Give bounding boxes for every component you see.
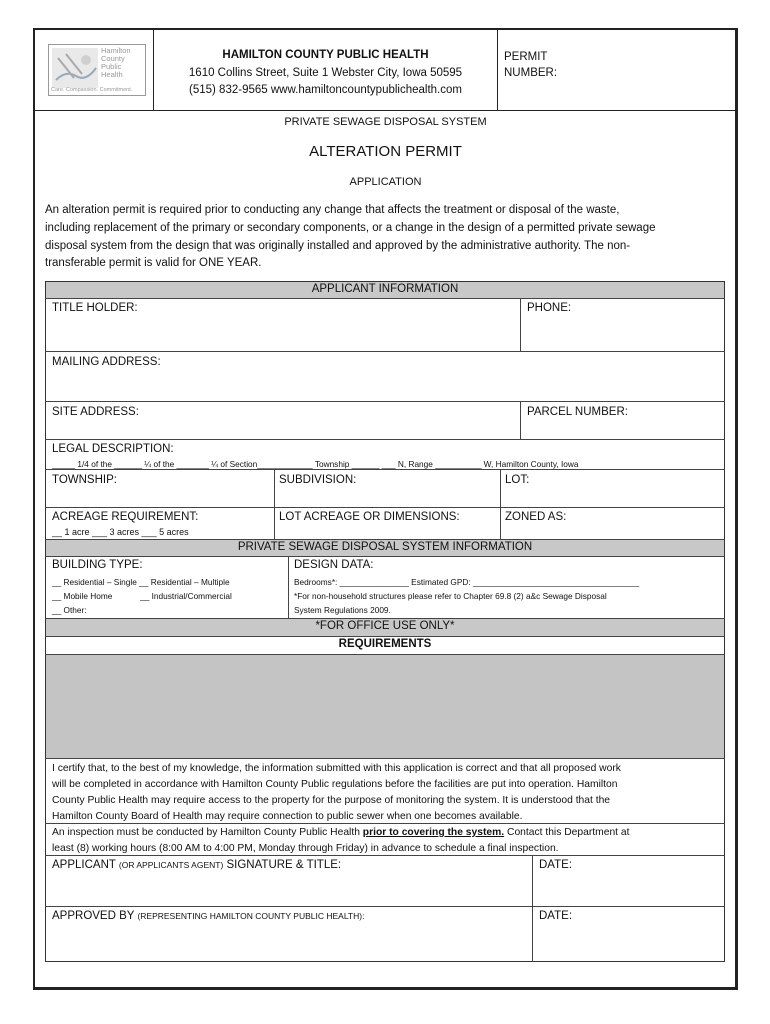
intro-line-3: disposal system from the design that was originally installed and approved by the administrative authority. The non- [45,240,631,252]
parcel-number-label: PARCEL NUMBER: [527,406,628,418]
legal-description-line: _____ 1/4 of the ______ ¼ of the _______ ¼ of Section____________ Township ______ ___ N, Range __________ W, Hamilton County, Iowa [52,459,579,469]
logo-text-3: Public [101,62,122,71]
logo-text-2: County [101,54,125,63]
permit-label-1: PERMIT [504,51,548,63]
subdivision-label: SUBDIVISION: [279,474,357,486]
inspection-line-1 [52,825,629,841]
logo-text-1: Hamilton [101,46,131,55]
org-contact: (515) 832-9565 www.hamiltoncountypublichealth.com [189,84,462,96]
row-line [45,298,725,299]
col-line [520,401,521,439]
phone-label: PHONE: [527,302,572,314]
org-address: 1610 Collins Street, Suite 1 Webster City, Iowa 50595 [188,67,463,79]
system-section-title: PRIVATE SEWAGE DISPOSAL SYSTEM INFORMATION [237,541,533,553]
row-line [45,855,725,856]
acreage-options: __ 1 acre ___ 3 acres ___ 5 acres [52,527,189,537]
header-divider-right [497,30,498,110]
approved-date-label: DATE: [539,910,573,922]
applicant-signature-c: SIGNATURE & TITLE: [223,859,342,871]
zoned-as-label: ZONED AS: [505,511,567,523]
design-data-row-1: Bedrooms*: _______________ Estimated GPD: ____________________________________ [294,577,640,587]
inspection-text-pre: An inspection must be conducted by Hamilton County Public Health [52,827,363,838]
design-data-row-2: *For non-household structures please refer to Chapter 69.8 (2) a&c Sewage Disposal [294,591,607,601]
header-divider-bottom [35,110,736,111]
applicant-signature-b: (OR APPLICANTS AGENT) [118,860,224,870]
permit-title: ALTERATION PERMIT [309,143,462,160]
col-line [274,469,275,539]
office-use-label: *FOR OFFICE USE ONLY* [315,620,455,632]
certify-line-3: County Public Health may require access to the property for the purpose of monitoring the system. It is understood that the [52,795,611,806]
building-type-row-3: __ Other: [52,605,87,615]
building-type-row-2: __ Mobile Home __ Industrial/Commercial [52,591,232,601]
certify-line-2: will be completed in accordance with Hamilton County Public regulations before the facilities are put into operation. Hamilton [52,779,618,790]
org-name: HAMILTON COUNTY PUBLIC HEALTH [222,49,429,61]
logo-mark-icon [52,48,98,88]
col-line [500,469,501,539]
permit-label-2: NUMBER: [504,67,558,79]
building-type-label: BUILDING TYPE: [52,559,143,571]
system-title: PRIVATE SEWAGE DISPOSAL SYSTEM [284,116,487,128]
row-line [45,823,725,824]
requirements-label: REQUIREMENTS [338,638,432,650]
legal-description-label: LEGAL DESCRIPTION: [52,443,174,455]
row-line [45,439,725,440]
certify-line-1: I certify that, to the best of my knowledge, the information submitted with this application is correct and that all proposed work [52,763,621,774]
acreage-requirement-label: ACREAGE REQUIREMENT: [52,511,199,523]
intro-line-1: An alteration permit is required prior to conducting any change that affects the treatment or disposal of the waste, [45,204,620,216]
application-subtitle: APPLICATION [349,176,422,188]
approved-by-label [52,910,364,922]
logo-tagline: Care. Compassion. Commitment. [51,87,133,93]
applicant-signature-label [52,859,341,871]
approved-by-a: APPROVED BY [52,910,138,922]
certify-line-4: Hamilton County Board of Health may require connection to public sewer when one becomes available. [52,811,523,822]
logo [48,44,146,96]
intro-line-2: including replacement of the primary or secondary components, or a change in the design of a permitted private sewage [45,222,656,234]
intro-line-4: transferable permit is valid for ONE YEAR. [45,257,262,269]
township-label: TOWNSHIP: [52,474,117,486]
applicant-signature-a: APPLICANT [52,859,119,871]
row-line [45,351,725,352]
design-data-label: DESIGN DATA: [294,559,374,571]
site-address-label: SITE ADDRESS: [52,406,139,418]
col-line [532,855,533,962]
col-line [520,298,521,351]
inspection-line-2: least (8) working hours (8:00 AM to 4:00 PM, Monday through Friday) in advance to schedule a final inspection. [52,843,559,854]
lot-acreage-label: LOT ACREAGE OR DIMENSIONS: [279,511,460,523]
inspection-emphasis: prior to covering the system. [362,827,505,838]
row-line [45,636,725,637]
approved-by-b: (REPRESENTING HAMILTON COUNTY PUBLIC HEALTH): [137,911,365,921]
row-line [45,401,725,402]
row-line [45,906,725,907]
inspection-text-post: Contact this Department at [504,827,630,838]
row-line [45,507,725,508]
mailing-address-label: MAILING ADDRESS: [52,356,161,368]
row-line [45,556,725,557]
col-line [288,556,289,618]
building-type-row-1: __ Residential – Single __ Residential – Multiple [52,577,230,587]
row-line [45,469,725,470]
logo-text-4: Health [101,70,123,79]
title-holder-label: TITLE HOLDER: [52,302,138,314]
row-line [45,758,725,759]
lot-label: LOT: [505,474,530,486]
requirements-area [46,655,724,758]
design-data-row-3: System Regulations 2009. [294,605,391,615]
applicant-date-label: DATE: [539,859,573,871]
applicant-section-title: APPLICANT INFORMATION [311,283,459,295]
